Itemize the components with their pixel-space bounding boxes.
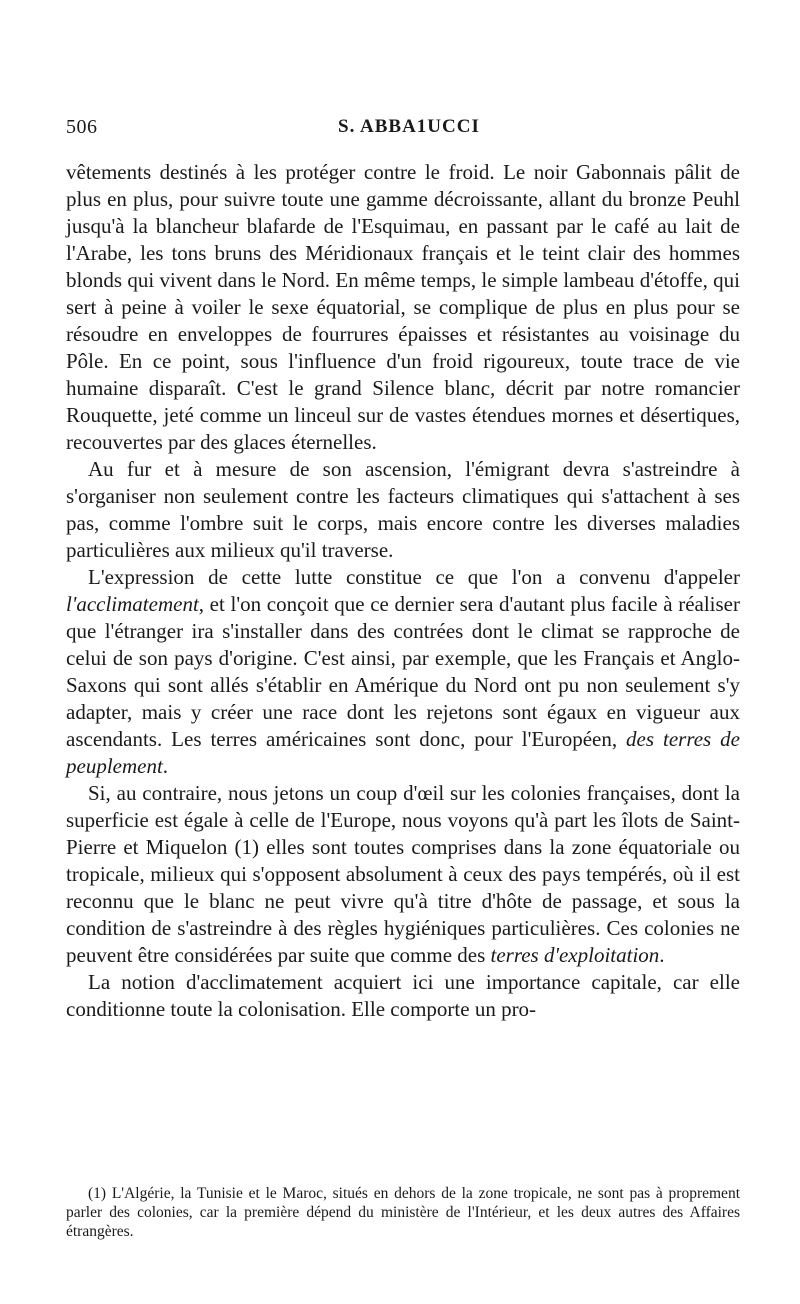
text-segment: Si, au contraire, nous jetons un coup d'œil sur les colonies françaises, dont la superficie est égale à celle de l'Europe, nous voyons qu'à part les îlots de Saint-Pierre et Miquelon (1) elles sont toutes comprises dans la zone équatoriale ou tropicale, milieux qui s'opposent absolument à ceux des pays tempérés, où il est reconnu que le blanc ne peut vivre qu'à titre d'hôte de passage, et sous la condition de s'astreindre à des règles hygiéniques particulières. Ces colonies ne peuvent être considérées par suite que comme des bbox=[66, 781, 740, 967]
text-segment: Au fur et à mesure de son ascension, l'émigrant devra s'astreindre à s'organiser non seulement contre les facteurs climatiques qui s'attachent à ses pas, comme l'ombre suit le corps, mais encore contre les diverses maladies particulières aux milieux qu'il traverse. bbox=[66, 457, 740, 562]
italic-text: l'acclimatement bbox=[66, 592, 199, 616]
footnote: (1) L'Algérie, la Tunisie et le Maroc, situés en dehors de la zone tropicale, ne sont pas à proprement parler des colonies, car la première dépend du ministère de l'Intérieur, et les deux autres des Affaires étrangères. bbox=[66, 1185, 740, 1240]
text-segment: L'expression de cette lutte constitue ce que l'on a convenu d'appeler bbox=[88, 565, 740, 589]
page-header bbox=[66, 116, 740, 146]
italic-text: des terres de peuplement bbox=[66, 727, 740, 778]
body-text bbox=[66, 159, 740, 1023]
text-segment: . bbox=[162, 754, 169, 778]
paragraph bbox=[66, 780, 740, 969]
page-number: 506 bbox=[66, 116, 98, 138]
paragraph bbox=[66, 456, 740, 564]
running-head: S. ABBA1UCCI bbox=[338, 116, 480, 137]
paragraph bbox=[66, 564, 740, 780]
text-segment: La notion d'acclimatement acquiert ici une importance capitale, car elle conditionne toute la colonisation. Elle comporte un pro- bbox=[66, 970, 740, 1021]
text-segment: vêtements destinés à les protéger contre le froid. Le noir Gabonnais pâlit de plus en plus, pour suivre toute une gamme décroissante, allant du bronze Peuhl jusqu'à la blancheur blafarde de l'Esquimau, en passant par le café au lait de l'Arabe, les tons bruns des Méridionaux français et le teint clair des hommes blonds qui vivent dans le Nord. En même temps, le simple lambeau d'étoffe, qui sert à peine à voiler le sexe équatorial, se complique de plus en plus pour se résoudre en enveloppes de fourrures épaisses et résistantes au voisinage du Pôle. En ce point, sous l'influence d'un froid rigoureux, toute trace de vie humaine disparaît. C'est le grand Silence blanc, décrit par notre romancier Rouquette, jeté comme un linceul sur de vastes étendues mornes et désertiques, recouvertes par des glaces éternelles. bbox=[66, 160, 740, 454]
text-segment: , et l'on conçoit que ce dernier sera d'autant plus facile à réaliser que l'étranger ira s'installer dans des contrées dont le climat se rapproche de celui de son pays d'origine. C'est ainsi, par exemple, que les Français et Anglo-Saxons qui sont allés s'établir en Amérique du Nord ont pu non seulement s'y adapter, mais y créer une race dont les rejetons sont égaux en vigueur aux ascendants. Les terres américaines sont donc, pour l'Européen, bbox=[66, 592, 740, 751]
text-segment: . bbox=[659, 943, 665, 967]
paragraph bbox=[66, 159, 740, 456]
italic-text: terres d'exploitation bbox=[490, 943, 660, 967]
paragraph bbox=[66, 969, 740, 1023]
